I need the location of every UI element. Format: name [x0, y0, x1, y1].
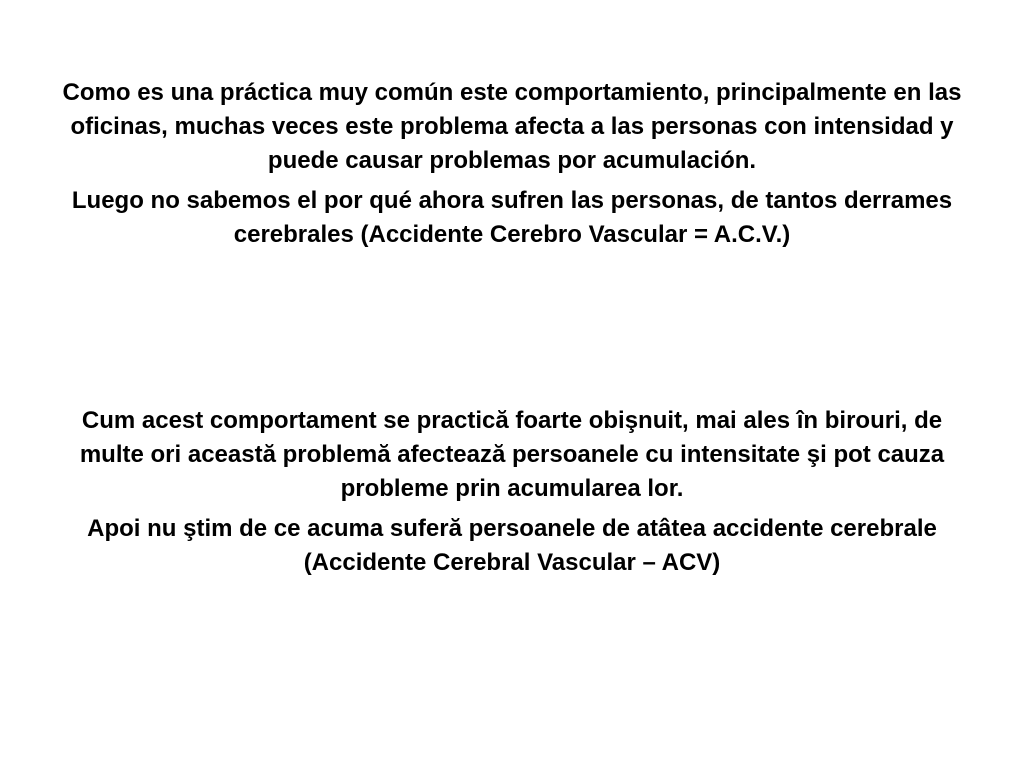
spanish-text-block: [50, 76, 974, 252]
romanian-paragraph-1: Cum acest comportament se practică foarte obişnuit, mai ales în birouri, de multe ori această problemă afectează persoanele cu intensitate şi pot cauza probleme prin acumularea lor.: [79, 407, 945, 502]
romanian-text-block: [50, 404, 974, 580]
spanish-paragraph-1: Como es una práctica muy común este comportamiento, principalmente en las oficinas, muchas veces este problema afecta a las personas con intensidad y puede causar problemas por acumulación.: [62, 79, 962, 174]
spanish-paragraph-2: Luego no sabemos el por qué ahora sufren las personas, de tantos derrames cerebrales (Accidente Cerebro Vascular = A.C.V.): [71, 187, 953, 248]
romanian-paragraph-2: Apoi nu ştim de ce acuma suferă persoanele de atâtea accidente cerebrale (Accidente Cerebral Vascular – ACV): [87, 515, 937, 576]
